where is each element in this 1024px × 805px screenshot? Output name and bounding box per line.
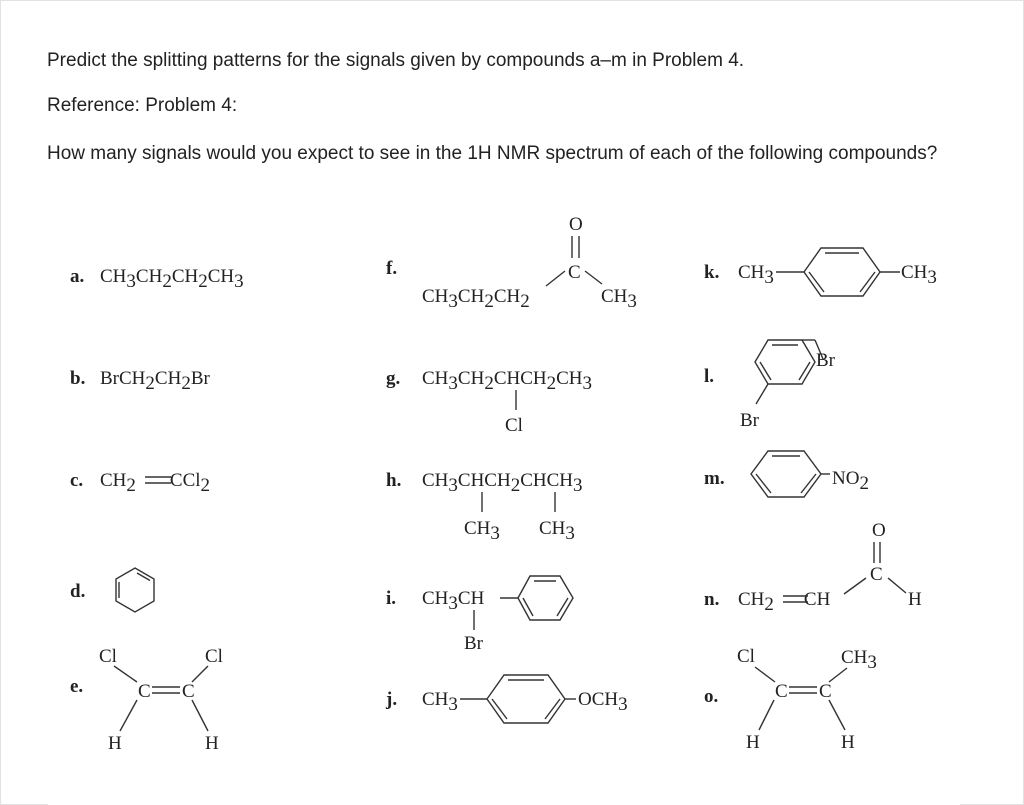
label-l: l.	[704, 366, 715, 387]
compound-d	[70, 568, 154, 612]
label-j: j.	[386, 689, 398, 710]
l-sub2: Br	[740, 410, 759, 431]
o-h2: H	[841, 732, 855, 753]
label-m: m.	[704, 468, 725, 489]
h-substituent-2: CH3	[539, 518, 575, 544]
o-h1: H	[746, 732, 760, 753]
k-right: CH3	[901, 262, 937, 288]
label-f: f.	[386, 258, 398, 279]
e-c2: C	[182, 681, 195, 702]
compound-k	[704, 248, 937, 296]
e-h1: H	[108, 733, 122, 754]
n-oxygen: O	[872, 520, 886, 541]
compound-j	[385, 675, 628, 723]
h-substituent-1: CH3	[464, 518, 500, 544]
formula-c: CH2 CCl2	[100, 470, 211, 496]
label-h: h.	[386, 470, 402, 491]
g-substituent: Cl	[505, 415, 523, 436]
label-i: i.	[386, 588, 397, 609]
compound-c	[70, 470, 210, 496]
compound-n	[704, 520, 922, 615]
label-d: d.	[70, 581, 86, 602]
compounds-drawing	[48, 212, 960, 805]
compound-i	[386, 576, 573, 654]
formula-g: CH3CH2CHCH2CH3	[422, 368, 593, 394]
compound-l	[704, 340, 836, 431]
compound-b	[70, 368, 210, 394]
e-c1: C	[138, 681, 151, 702]
compound-e	[70, 646, 223, 754]
compound-g	[386, 368, 592, 436]
label-g: g.	[386, 368, 401, 389]
f-carbon: C	[568, 262, 581, 283]
label-c: c.	[70, 470, 84, 491]
compounds-figure	[48, 212, 960, 805]
label-a: a.	[70, 266, 85, 287]
compound-f	[386, 214, 637, 312]
formula-a: CH3CH2CH2CH3	[100, 266, 244, 292]
n-chain: CH2 CH	[738, 589, 831, 615]
compound-m	[704, 451, 869, 497]
formula-b: BrCH2CH2Br	[100, 368, 210, 394]
label-k: k.	[704, 262, 720, 283]
question-text: Predict the splitting patterns for the signals given by compounds a–m in Problem 4.	[47, 50, 745, 71]
m-substituent: NO2	[832, 468, 869, 494]
o-cl: Cl	[737, 646, 755, 667]
f-methyl: CH3	[601, 286, 637, 312]
o-ch3: CH3	[841, 647, 877, 673]
i-substituent: Br	[464, 633, 483, 654]
o-c2: C	[819, 681, 832, 702]
prompt-text: How many signals would you expect to see in the 1H NMR spectrum of each of the following compounds?	[47, 143, 938, 164]
label-b: b.	[70, 368, 86, 389]
e-cl1: Cl	[99, 646, 117, 667]
label-e: e.	[70, 676, 84, 697]
formula-i: CH3CH	[422, 588, 485, 614]
j-left: CH3	[422, 689, 458, 715]
f-chain: CH3CH2CH2	[422, 286, 530, 312]
reference-text: Reference: Problem 4:	[47, 95, 238, 116]
formula-h: CH3CHCH2CHCH3	[422, 470, 583, 496]
compound-o	[704, 646, 877, 753]
e-cl2: Cl	[205, 646, 223, 667]
compound-a	[70, 266, 244, 292]
l-sub1: Br	[816, 350, 835, 371]
k-left: CH3	[738, 262, 774, 288]
label-o: o.	[704, 686, 719, 707]
o-c1: C	[775, 681, 788, 702]
j-right: OCH3	[578, 689, 628, 715]
n-carbon: C	[870, 564, 883, 585]
label-n: n.	[704, 589, 720, 610]
f-oxygen: O	[569, 214, 583, 235]
n-hydrogen: H	[908, 589, 922, 610]
e-h2: H	[205, 733, 219, 754]
compound-h	[386, 470, 583, 544]
